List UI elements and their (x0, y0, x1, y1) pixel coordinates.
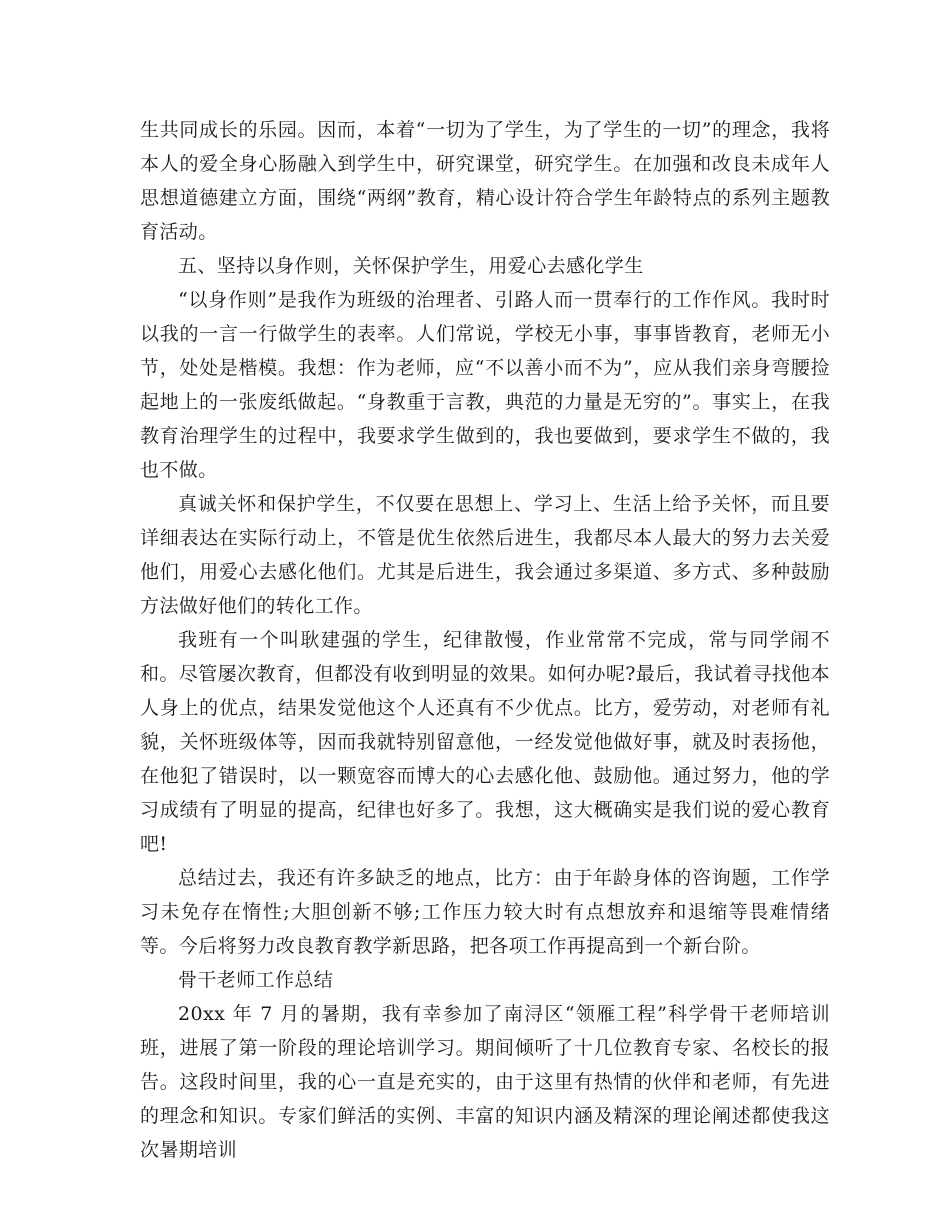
paragraph-training: 20xx 年 7 月的暑期，我有幸参加了南浔区“领雁工程”科学骨干老师培训班，进展了第一阶段的理论培训学习。期间倾听了十几位教育专家、名校长的报告。这段时间里，我的心一直是充实的，由于这里有热情的伙伴和老师，有先进的理念和知识。专家们鲜活的实例、丰富的知识内涵及精深的理论阐述都使我这次暑期培训 (140, 1003, 830, 1161)
document-subtitle: 骨干老师工作总结 (178, 969, 334, 991)
document-body (140, 113, 830, 1167)
paragraph-care-students: 真诚关怀和保护学生，不仅要在思想上、学习上、生活上给予关怀，而且要详细表达在实际行动上，不管是优生依然后进生，我都尽本人最大的努力去关爱他们，用爱心去感化他们。尤其是后进生，我会通过多渠道、多方式、多种鼓励方法做好他们的转化工作。 (140, 493, 830, 617)
section-heading-five: 五、坚持以身作则，关怀保护学生，用爱心去感化学生 (178, 255, 644, 277)
paragraph-lead-by-example: “以身作则”是我作为班级的治理者、引路人而一贯奉行的工作作风。我时时以我的一言一行做学生的表率。人们常说，学校无小事，事事皆教育，老师无小节，处处是楷模。我想：作为老师，应“不以善小而不为”，应从我们亲身弯腰捡起地上的一张废纸做起。“身教重于言教，典范的力量是无穷的”。事实上，在我教育治理学生的过程中，我要求学生做到的，我也要做到，要求学生不做的，我也不做。 (140, 289, 830, 481)
paragraph-summary: 总结过去，我还有许多缺乏的地点，比方：由于年龄身体的咨询题，工作学习未免存在惰性;大胆创新不够;工作压力较大时有点想放弃和退缩等畏难情绪等。今后将努力改良教育教学新思路，把各项工作再提高到一个新台阶。 (140, 867, 830, 957)
paragraph-growth-garden: 生共同成长的乐园。因而，本着“一切为了学生，为了学生的一切”的理念，我将本人的爱全身心肠融入到学生中，研究课堂，研究学生。在加强和改良未成年人思想道德建立方面，围绕“两纲”教育，精心设计符合学生年龄特点的系列主题教育活动。 (140, 119, 830, 243)
paragraph-student-story: 我班有一个叫耿建强的学生，纪律散慢，作业常常不完成，常与同学闹不和。尽管屡次教育，但都没有收到明显的效果。如何办呢?最后，我试着寻找他本人身上的优点，结果发觉他这个人还真有不少优点。比方，爱劳动，对老师有礼貌，关怀班级体等，因而我就特别留意他，一经发觉他做好事，就及时表扬他，在他犯了错误时，以一颗宽容而博大的心去感化他、鼓励他。通过努力，他的学习成绩有了明显的提高，纪律也好多了。我想，这大概确实是我们说的爱心教育吧! (140, 629, 830, 855)
